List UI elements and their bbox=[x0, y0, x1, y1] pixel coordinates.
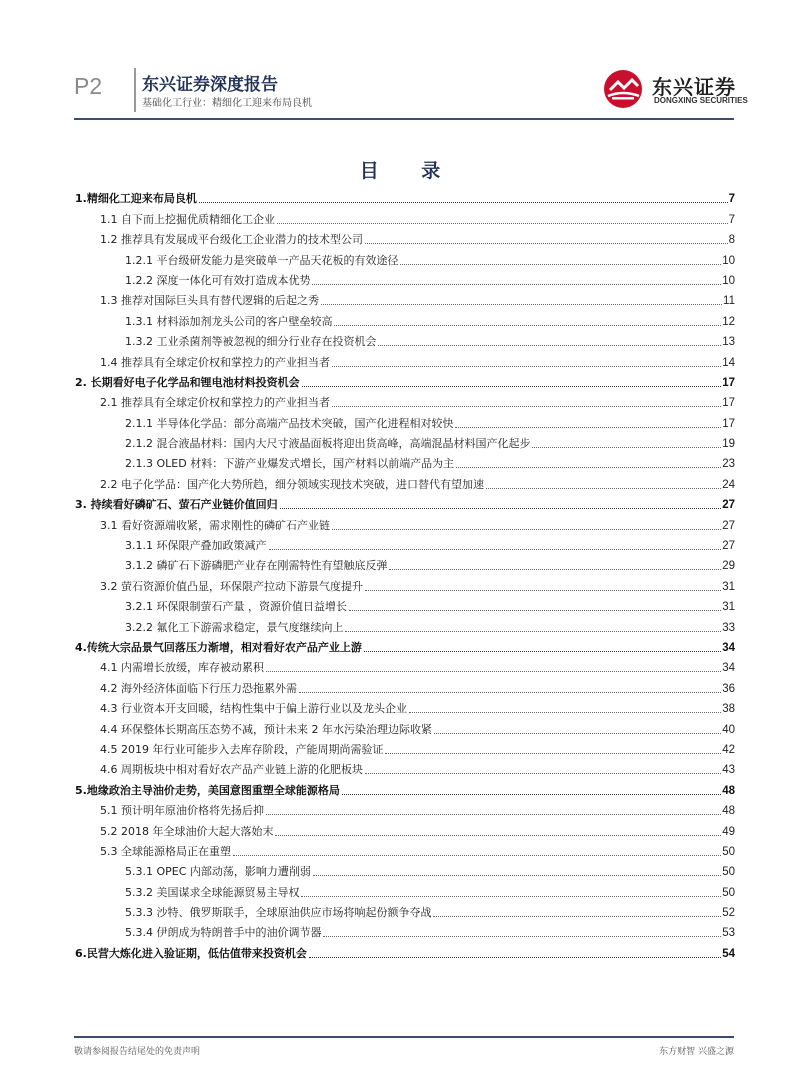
toc-leader-dots bbox=[433, 916, 721, 917]
toc-entry-title: 1.2.1 平台级研发能力是突破单一产品天花板的有效途径 bbox=[125, 253, 399, 267]
toc-entry-page: 27 bbox=[722, 499, 735, 512]
toc-leader-dots bbox=[233, 855, 721, 856]
toc-leader-dots bbox=[365, 773, 721, 774]
toc-entry-title: 5.3 全球能源格局正在重塑 bbox=[100, 844, 231, 858]
toc-entry-title: 3.2.1 环保限制萤石产量 ，资源价值日益增长 bbox=[125, 600, 347, 614]
toc-entry-page: 33 bbox=[722, 621, 735, 634]
toc-entry[interactable] bbox=[75, 839, 735, 859]
toc-entry-page: 14 bbox=[722, 356, 735, 369]
toc-entry[interactable] bbox=[75, 370, 735, 390]
toc-entry-page: 11 bbox=[723, 295, 735, 308]
toc-leader-dots bbox=[409, 712, 721, 713]
toc-entry[interactable] bbox=[75, 879, 735, 899]
toc-entry[interactable] bbox=[75, 818, 735, 838]
toc-entry[interactable] bbox=[75, 431, 735, 451]
toc-leader-dots bbox=[302, 386, 722, 387]
toc-entry-title: 2.1.3 OLED 材料：下游产业爆发式增长，国产材料以前端产品为主 bbox=[125, 457, 455, 471]
toc-entry-title: 3.1.1 环保限产叠加政策减产 bbox=[125, 539, 267, 553]
toc-entry-title: 3. 持续看好磷矿石、萤石产业链价值回归 bbox=[75, 498, 278, 512]
toc-entry-title: 3.2 萤石资源价值凸显，环保限产拉动下游景气度提升 bbox=[100, 579, 363, 593]
toc-entry-page: 50 bbox=[722, 845, 735, 858]
toc-entry[interactable] bbox=[75, 227, 735, 247]
toc-leader-dots bbox=[334, 325, 721, 326]
toc-entry-title: 4.1 内需增长放缓，库存被动累积 bbox=[100, 661, 264, 675]
toc-entry[interactable] bbox=[75, 716, 735, 736]
toc-entry-page: 17 bbox=[722, 376, 735, 389]
toc-leader-dots bbox=[532, 447, 721, 448]
toc-entry-title: 2. 长期看好电子化学品和锂电池材料投资机会 bbox=[75, 375, 300, 389]
toc-leader-dots bbox=[349, 610, 721, 611]
disclaimer-note: 敬请参阅报告结尾处的免责声明 bbox=[74, 1047, 201, 1057]
toc-entry[interactable] bbox=[75, 247, 735, 267]
toc-entry-title: 5.地缘政治主导油价走势，美国意图重塑全球能源格局 bbox=[75, 783, 340, 797]
toc-entry[interactable] bbox=[75, 920, 735, 940]
toc-leader-dots bbox=[275, 835, 721, 836]
toc-entry-title: 5.3.3 沙特、俄罗斯联手，全球原油供应市场将响起份额争夺战 bbox=[125, 906, 432, 920]
toc-entry-page: 50 bbox=[722, 886, 735, 899]
toc-entry[interactable] bbox=[75, 349, 735, 369]
toc-leader-dots bbox=[434, 733, 721, 734]
toc-entry-title: 6.民营大炼化进入验证期，低估值带来投资机会 bbox=[75, 946, 307, 960]
report-brand: 东兴证券深度报告 bbox=[142, 75, 278, 95]
toc-entry[interactable] bbox=[75, 635, 735, 655]
dongxing-logo-icon bbox=[602, 68, 648, 110]
toc-entry[interactable] bbox=[75, 614, 735, 634]
toc-entry-page: 40 bbox=[722, 723, 735, 736]
toc-entry-title: 5.3.1 OPEC 内部动荡，影响力遭削弱 bbox=[125, 865, 311, 879]
toc-leader-dots bbox=[400, 264, 721, 265]
toc-entry-title: 4.6 周期板块中相对看好农产品产业链上游的化肥板块 bbox=[100, 763, 363, 777]
toc-entry-page: 34 bbox=[722, 662, 735, 675]
toc-entry[interactable] bbox=[75, 573, 735, 593]
toc-entry-page: 23 bbox=[722, 458, 735, 471]
toc-entry-page: 12 bbox=[722, 315, 735, 328]
toc-entry-page: 36 bbox=[722, 682, 735, 695]
toc-leader-dots bbox=[345, 631, 721, 632]
table-of-contents bbox=[75, 186, 735, 961]
toc-leader-dots bbox=[299, 692, 721, 693]
toc-entry-page: 24 bbox=[722, 478, 735, 491]
toc-entry[interactable] bbox=[75, 410, 735, 430]
toc-entry-page: 54 bbox=[722, 947, 735, 960]
toc-entry-title: 1.2 推荐具有发展成平台级化工企业潜力的技术型公司 bbox=[100, 233, 363, 247]
toc-entry-title: 4.2 海外经济体面临下行压力恐拖累外需 bbox=[100, 681, 297, 695]
toc-entry[interactable] bbox=[75, 655, 735, 675]
toc-entry-page: 29 bbox=[722, 560, 735, 573]
toc-entry-page: 42 bbox=[722, 743, 735, 756]
toc-entry-title: 5.3.2 美国谋求全球能源贸易主导权 bbox=[125, 885, 300, 899]
toc-entry[interactable] bbox=[75, 186, 735, 206]
toc-leader-dots bbox=[309, 957, 721, 958]
toc-entry-title: 4.5 2019 年行业可能步入去库存阶段，产能周期尚需验证 bbox=[100, 742, 384, 756]
toc-entry-page: 17 bbox=[722, 417, 735, 430]
toc-entry[interactable] bbox=[75, 268, 735, 288]
footer-rule bbox=[74, 1036, 734, 1038]
toc-entry-page: 13 bbox=[722, 336, 735, 349]
toc-leader-dots bbox=[277, 223, 728, 224]
toc-entry[interactable] bbox=[75, 451, 735, 471]
toc-entry[interactable] bbox=[75, 206, 735, 226]
toc-entry[interactable] bbox=[75, 533, 735, 553]
toc-entry-page: 52 bbox=[722, 907, 735, 920]
toc-entry-page: 50 bbox=[722, 866, 735, 879]
toc-entry-page: 48 bbox=[722, 805, 735, 818]
toc-entry[interactable] bbox=[75, 900, 735, 920]
toc-entry[interactable] bbox=[75, 390, 735, 410]
toc-entry-page: 48 bbox=[722, 784, 735, 797]
toc-leader-dots bbox=[199, 202, 728, 203]
toc-entry-title: 1.4 推荐具有全球定价权和掌控力的产业担当者 bbox=[100, 355, 330, 369]
toc-entry[interactable] bbox=[75, 777, 735, 797]
toc-entry-page: 53 bbox=[722, 927, 735, 940]
logo-chinese-name: 东兴证券 bbox=[652, 75, 736, 99]
toc-leader-dots bbox=[378, 345, 721, 346]
toc-entry-title: 5.1 预计明年原油价格将先扬后抑 bbox=[100, 804, 264, 818]
toc-entry-page: 27 bbox=[722, 519, 735, 532]
toc-entry-page: 8 bbox=[728, 234, 735, 247]
toc-entry-title: 1.3.1 材料添加剂龙头公司的客户壁垒较高 bbox=[125, 314, 333, 328]
toc-leader-dots bbox=[266, 671, 721, 672]
toc-entry-page: 31 bbox=[722, 601, 735, 614]
toc-entry-page: 34 bbox=[722, 641, 735, 654]
toc-entry-page: 7 bbox=[728, 193, 735, 206]
toc-leader-dots bbox=[332, 529, 721, 530]
toc-entry[interactable] bbox=[75, 512, 735, 532]
toc-leader-dots bbox=[365, 243, 728, 244]
toc-entry-page: 49 bbox=[722, 825, 735, 838]
header-divider bbox=[134, 68, 136, 112]
toc-leader-dots bbox=[456, 467, 721, 468]
toc-entry-page: 27 bbox=[722, 540, 735, 553]
toc-entry-title: 1.2.2 深度一体化可有效打造成本优势 bbox=[125, 273, 311, 287]
toc-entry[interactable] bbox=[75, 471, 735, 491]
toc-entry-title: 4.3 行业资本开支回暖，结构性集中于偏上游行业以及龙头企业 bbox=[100, 702, 407, 716]
footer-slogan: 东方财智 兴盛之源 bbox=[659, 1047, 734, 1057]
report-subtitle: 基础化工行业：精细化工迎来布局良机 bbox=[142, 98, 312, 109]
toc-entry[interactable] bbox=[75, 308, 735, 328]
header-rule bbox=[74, 118, 734, 120]
logo-english-name: DONGXING SECURITIES bbox=[654, 96, 748, 105]
toc-entry-title: 5.2 2018 年全球油价大起大落始末 bbox=[100, 824, 274, 838]
dongxing-logo bbox=[602, 68, 748, 110]
toc-leader-dots bbox=[332, 366, 721, 367]
toc-leader-dots bbox=[342, 794, 721, 795]
toc-entry[interactable] bbox=[75, 594, 735, 614]
toc-entry-page: 31 bbox=[722, 580, 735, 593]
toc-entry[interactable] bbox=[75, 492, 735, 512]
toc-entry[interactable] bbox=[75, 737, 735, 757]
toc-entry[interactable] bbox=[75, 757, 735, 777]
page-number: P2 bbox=[74, 73, 103, 99]
toc-entry-title: 3.1.2 磷矿石下游磷肥产业存在刚需特性有望触底反弹 bbox=[125, 559, 388, 573]
toc-entry-title: 4.传统大宗品景气回落压力渐增，相对看好农产品产业上游 bbox=[75, 640, 362, 654]
toc-entry-title: 2.1.1 半导体化学品：部分高端产品技术突破，国产化进程相对较快 bbox=[125, 416, 454, 430]
toc-entry-title: 3.1 看好资源端收紧，需求刚性的磷矿石产业链 bbox=[100, 518, 330, 532]
toc-entry-page: 10 bbox=[722, 274, 735, 287]
toc-entry-page: 10 bbox=[722, 254, 735, 267]
toc-entry[interactable] bbox=[75, 696, 735, 716]
toc-entry[interactable] bbox=[75, 859, 735, 879]
toc-entry-title: 1.1 自下而上挖掘优质精细化工企业 bbox=[100, 212, 275, 226]
toc-leader-dots bbox=[486, 488, 721, 489]
toc-entry-title: 2.1.2 混合液晶材料：国内大尺寸液晶面板将迎出货高峰，高端混晶材料国产化起步 bbox=[125, 437, 531, 451]
toc-entry-title: 1.精细化工迎来布局良机 bbox=[75, 192, 197, 206]
toc-leader-dots bbox=[389, 569, 721, 570]
toc-entry[interactable] bbox=[75, 288, 735, 308]
toc-entry-title: 1.3.2 工业杀菌剂等被忽视的细分行业存在投资机会 bbox=[125, 335, 377, 349]
toc-leader-dots bbox=[385, 753, 721, 754]
toc-entry-page: 43 bbox=[722, 764, 735, 777]
toc-entry[interactable] bbox=[75, 553, 735, 573]
toc-entry-title: 4.4 环保整体长期高压态势不减，预计未来 2 年水污染治理边际收紧 bbox=[100, 722, 432, 736]
toc-entry-page: 19 bbox=[722, 438, 735, 451]
toc-entry-page: 7 bbox=[728, 213, 735, 226]
toc-title: 目 录 bbox=[359, 160, 459, 182]
toc-entry[interactable] bbox=[75, 940, 735, 960]
toc-entry-title: 3.2.2 氟化工下游需求稳定，景气度继续向上 bbox=[125, 620, 344, 634]
toc-leader-dots bbox=[455, 427, 721, 428]
toc-entry[interactable] bbox=[75, 329, 735, 349]
toc-leader-dots bbox=[313, 875, 721, 876]
toc-entry[interactable] bbox=[75, 798, 735, 818]
toc-entry-page: 38 bbox=[722, 703, 735, 716]
toc-leader-dots bbox=[321, 304, 722, 305]
toc-entry[interactable] bbox=[75, 675, 735, 695]
toc-leader-dots bbox=[365, 590, 721, 591]
toc-entry-title: 2.2 电子化学品：国产化大势所趋，细分领域实现技术突破，进口替代有望加速 bbox=[100, 477, 484, 491]
toc-leader-dots bbox=[266, 814, 721, 815]
toc-leader-dots bbox=[364, 651, 721, 652]
toc-leader-dots bbox=[280, 508, 722, 509]
toc-entry-title: 5.3.4 伊朗成为特朗普手中的油价调节器 bbox=[125, 926, 322, 940]
toc-entry-page: 17 bbox=[722, 397, 735, 410]
toc-entry-title: 2.1 推荐具有全球定价权和掌控力的产业担当者 bbox=[100, 396, 330, 410]
toc-entry-title: 1.3 推荐对国际巨头具有替代逻辑的后起之秀 bbox=[100, 294, 319, 308]
toc-leader-dots bbox=[301, 896, 721, 897]
toc-leader-dots bbox=[332, 406, 721, 407]
toc-leader-dots bbox=[323, 936, 721, 937]
toc-leader-dots bbox=[269, 549, 722, 550]
toc-leader-dots bbox=[312, 284, 721, 285]
